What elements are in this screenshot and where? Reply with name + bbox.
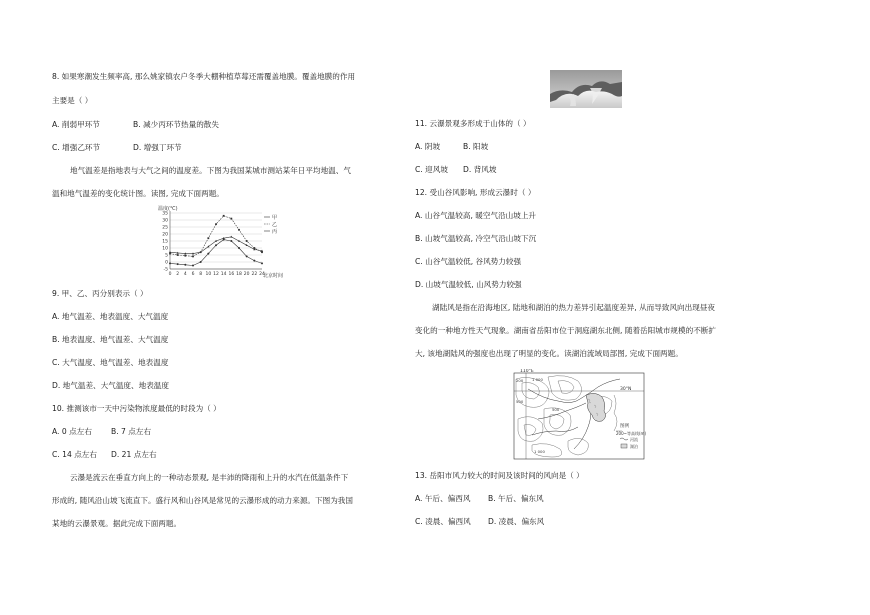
q12-option-d: D. 山坡气温较低, 山风势力较强 bbox=[415, 280, 522, 289]
q11-option-d: D. 背风坡 bbox=[463, 165, 497, 174]
chart-y-tick-label: 0 bbox=[165, 260, 168, 266]
intro3-line1: 湖陆风是指在沿海地区, 陆地和湖泊的热力差异引起温度差异, 从而导致风向出现昼夜 bbox=[432, 303, 716, 312]
q8-option-c: C. 增强乙环节 bbox=[52, 143, 101, 152]
map-legend-title: 图例 bbox=[620, 424, 630, 429]
chart-point bbox=[192, 265, 194, 267]
chart-x-tick-label: 24 bbox=[259, 272, 265, 277]
chart-x-tick-label: 8 bbox=[199, 272, 203, 277]
map-latitude-label: 30°N bbox=[620, 387, 632, 392]
chart-y-tick-label: 20 bbox=[162, 232, 168, 238]
q8-option-d: D. 增强丁环节 bbox=[133, 143, 182, 152]
contour-label-3: 500 bbox=[516, 399, 524, 404]
chart-point bbox=[261, 262, 263, 264]
q9-option-c: C. 大气温度、地气温差、地表温度 bbox=[52, 358, 169, 367]
chart-point bbox=[207, 253, 209, 255]
chart-point bbox=[246, 255, 248, 257]
q8-stem-line2: 主要是（ ） bbox=[52, 96, 93, 105]
intro1-line1: 地气温差是指地表与大气之间的温度差。下图为我国某城市测站某年日平均地温、气 bbox=[70, 166, 351, 175]
q11-option-c: C. 迎风坡 bbox=[415, 165, 448, 174]
q12-option-b: B. 山坡气温较高, 冷空气沿山坡下沉 bbox=[415, 234, 537, 243]
chart-point bbox=[230, 218, 232, 220]
q10-option-a: A. 0 点左右 bbox=[52, 427, 92, 436]
chart-x-tick-label: 6 bbox=[191, 272, 195, 277]
q10-option-b: B. 7 点左右 bbox=[111, 427, 152, 436]
chart-x-tick-label: 10 bbox=[205, 272, 212, 277]
chart-point bbox=[192, 256, 194, 258]
chart-point bbox=[238, 229, 240, 231]
chart-x-tick-label: 0 bbox=[168, 272, 172, 277]
chart-x-tick-label: 14 bbox=[220, 272, 227, 277]
q8-option-b: B. 减少丙环节热量的散失 bbox=[133, 120, 219, 129]
q9-option-b: B. 地表温度、地气温差、大气温度 bbox=[52, 335, 169, 344]
chart-point bbox=[246, 240, 248, 242]
chart-legend-label: 乙 bbox=[272, 221, 278, 228]
chart-x-tick-label: 18 bbox=[236, 272, 242, 277]
q11-option-a: A. 阴坡 bbox=[415, 142, 441, 151]
q9-stem: 9. 甲、乙、丙分别表示（ ） bbox=[52, 289, 148, 298]
chart-y-tick-label: 15 bbox=[162, 239, 168, 245]
contour-label-2: 1 000 bbox=[532, 377, 543, 382]
map-longitude-label: 110°E bbox=[520, 369, 534, 374]
intro2-line1: 云瀑是流云在垂直方向上的一种动态景观, 是丰沛的降雨和上升的水汽在低温条件下 bbox=[70, 473, 349, 482]
q9-option-a: A. 地气温差、地表温度、大气温度 bbox=[52, 312, 169, 321]
chart-series-line-甲 bbox=[170, 240, 262, 266]
q10-option-d: D. 21 点左右 bbox=[111, 450, 157, 459]
q10-option-c: C. 14 点左右 bbox=[52, 450, 97, 459]
chart-x-tick-label: 2 bbox=[176, 272, 180, 277]
chart-x-tick-label: 4 bbox=[183, 272, 187, 277]
intro1-line2: 温和地气温差的变化统计图。读图, 完成下面两题。 bbox=[52, 189, 224, 198]
chart-y-tick-label: 25 bbox=[162, 225, 168, 231]
q12-stem: 12. 受山谷风影响, 形成云瀑时（ ） bbox=[415, 188, 536, 197]
chart-x-tick-label: 16 bbox=[228, 272, 235, 277]
chart-point bbox=[177, 254, 179, 256]
q10-stem: 10. 推测该市一天中污染物浓度最低的时段为（ ） bbox=[52, 404, 221, 413]
map-legend-river: 河流 bbox=[630, 437, 638, 442]
chart-point bbox=[215, 244, 217, 246]
chart-point bbox=[215, 223, 217, 225]
chart-point bbox=[200, 261, 202, 263]
chart-point bbox=[230, 236, 232, 238]
chart-y-tick-label: 5 bbox=[165, 253, 168, 259]
q13-option-d: D. 凌晨、偏东风 bbox=[488, 517, 545, 526]
map-legend-contour: 200~等高线(m) bbox=[616, 431, 647, 436]
intro3-line3: 大, 该地湖陆风的强度也出现了明显的变化。读湖泊流域局部图, 完成下面两题。 bbox=[415, 349, 683, 358]
chart-y-tick-label: 30 bbox=[162, 218, 168, 224]
temperature-line-chart bbox=[150, 205, 290, 287]
chart-xlabel: 北京时间 bbox=[263, 273, 284, 279]
chart-point bbox=[207, 237, 209, 239]
chart-point bbox=[253, 260, 255, 262]
intro2-line3: 某地的云瀑景观。据此完成下面两题。 bbox=[52, 519, 182, 528]
chart-y-tick-label: 35 bbox=[162, 211, 168, 217]
q12-option-a: A. 山谷气温较高, 暖空气沿山坡上升 bbox=[415, 211, 537, 220]
chart-y-tick-label: -5 bbox=[163, 267, 168, 273]
q13-option-c: C. 凌晨、偏西风 bbox=[415, 517, 471, 526]
chart-point bbox=[223, 215, 225, 217]
q8-option-a: A. 削弱甲环节 bbox=[52, 120, 100, 129]
chart-series-line-乙 bbox=[170, 216, 262, 257]
chart-point bbox=[169, 262, 171, 264]
q11-stem: 11. 云瀑景观多形成于山体的（ ） bbox=[415, 119, 531, 128]
cloud-waterfall-photo bbox=[550, 70, 622, 108]
lake-basin-map bbox=[508, 369, 648, 461]
chart-ylabel: 温度(℃) bbox=[158, 206, 178, 212]
q12-option-c: C. 山谷气温较低, 谷风势力较强 bbox=[415, 257, 522, 266]
intro2-line2: 形成的, 随风沿山坡飞流直下。盛行风和山谷风是常见的云瀑形成的动力来源。下图为我国 bbox=[52, 496, 353, 505]
map-legend-lake: 湖泊 bbox=[630, 444, 638, 449]
contour-label-1: 200 bbox=[516, 378, 524, 383]
chart-point bbox=[184, 255, 186, 257]
chart-point bbox=[238, 247, 240, 249]
chart-point bbox=[184, 264, 186, 266]
chart-legend-label: 甲 bbox=[272, 214, 278, 221]
q13-stem: 13. 岳阳市风力较大的时间及该时间的风向是（ ） bbox=[415, 471, 584, 480]
q9-option-d: D. 地气温差、大气温度、地表温度 bbox=[52, 381, 169, 390]
q8-stem-line1: 8. 如果寒潮发生频率高, 那么姚家镇农户冬季大棚种植草莓还需覆盖地膜。覆盖地膜的作用 bbox=[52, 72, 356, 81]
q13-option-a: A. 午后、偏西风 bbox=[415, 494, 471, 503]
chart-y-tick-label: 10 bbox=[162, 246, 168, 252]
chart-x-tick-label: 20 bbox=[243, 272, 250, 277]
intro3-line2: 变化的一种地方性天气现象。湖南省岳阳市位于洞庭湖东北侧, 随着岳阳城市规模的不断扩 bbox=[415, 326, 716, 335]
chart-point bbox=[230, 240, 232, 242]
contour-label-4: 500 bbox=[552, 407, 560, 412]
contour-label-5: 1 000 bbox=[534, 449, 545, 454]
q13-option-b: B. 午后、偏东风 bbox=[488, 494, 544, 503]
chart-legend-label: 丙 bbox=[272, 228, 278, 235]
chart-point bbox=[177, 263, 179, 265]
chart-x-tick-label: 12 bbox=[213, 272, 219, 277]
chart-x-tick-label: 22 bbox=[251, 272, 258, 277]
q11-option-b: B. 阳坡 bbox=[463, 142, 489, 151]
